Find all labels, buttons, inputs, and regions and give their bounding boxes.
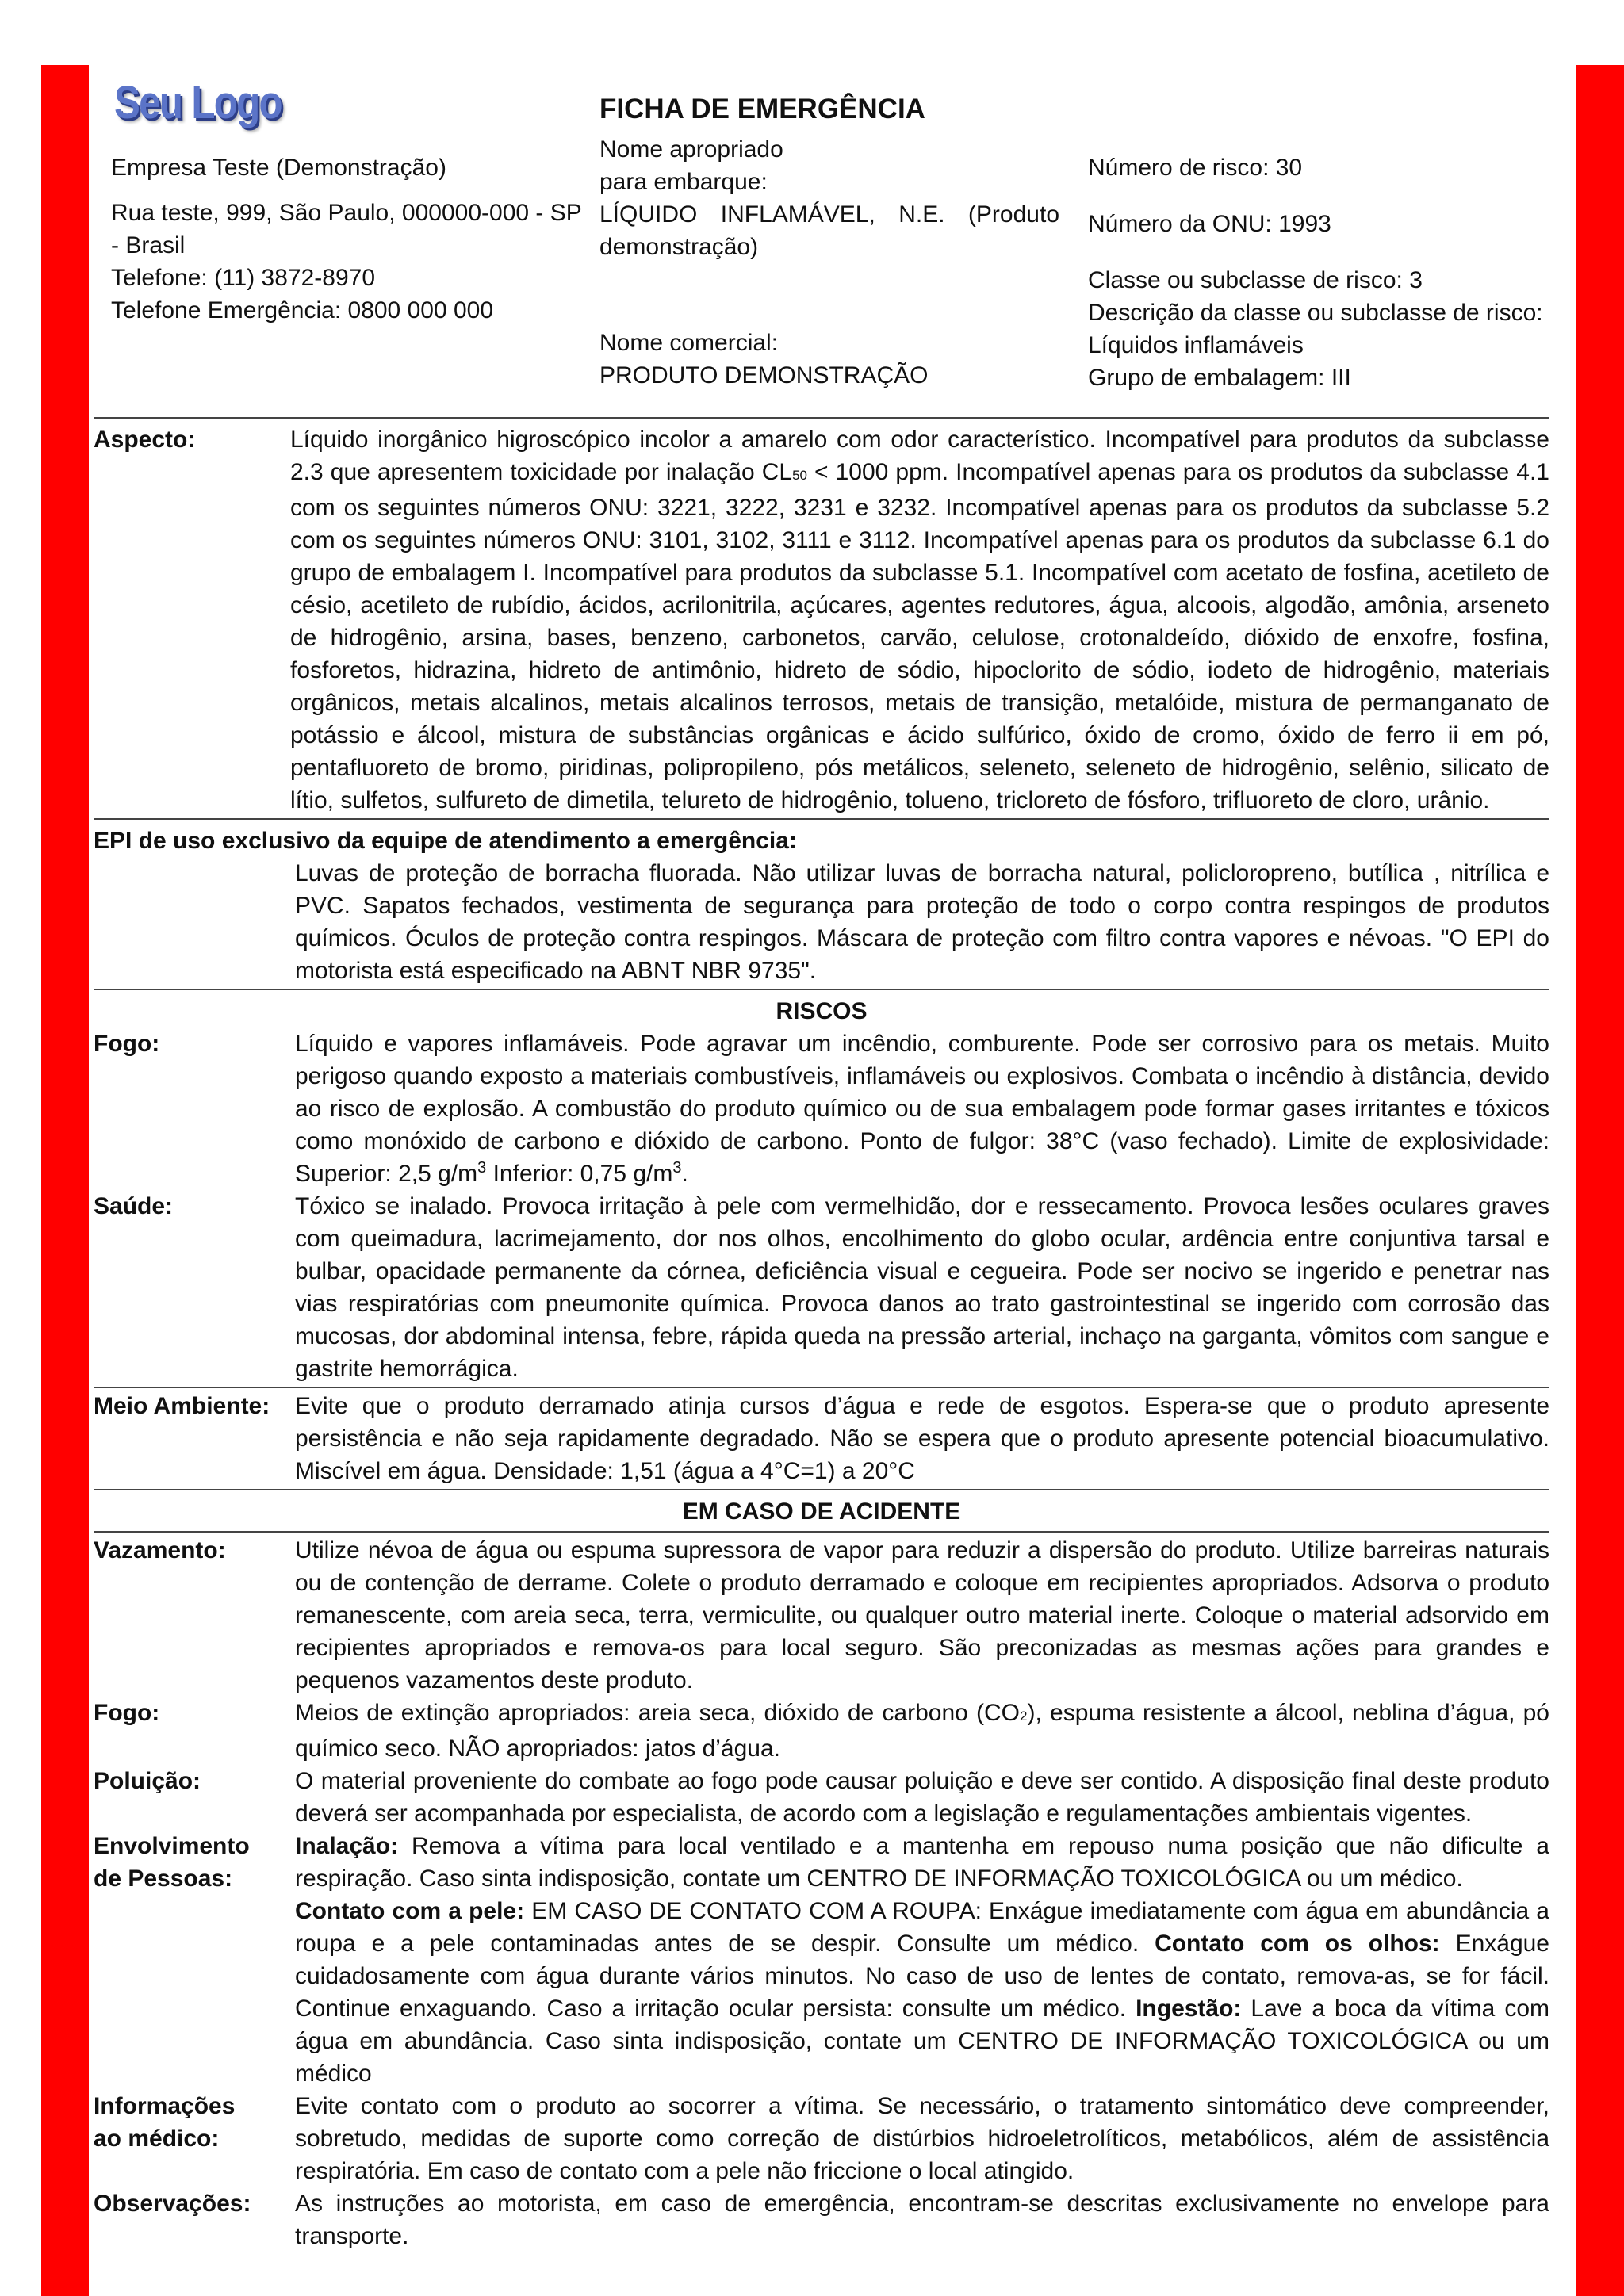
shipping-name-value: LÍQUIDO INFLAMÁVEL, N.E. (Produto demonstração) bbox=[599, 201, 1059, 260]
company-logo: Seu Logo bbox=[114, 77, 282, 128]
vazamento-text: Utilize névoa de água ou espuma supressora de vapor para reduzir a dispersão do produto. Utilize barreiras naturais ou de contenção de derrame. Colete o produto derramado e coloque em recipientes apropriados. Adsorva o produto remanescente, com areia seca, terra, vermiculite, ou qualquer outro material inerte. Coloque o material adsorvido em recipientes apropriados e remova-os para local seguro. São preconizadas as mesmas ações para grandes e pequenos vazamentos deste produto. bbox=[295, 1537, 1549, 1693]
epi-section bbox=[94, 820, 1549, 989]
company-address: Rua teste, 999, São Paulo, 000000-000 - SP - Brasil bbox=[111, 200, 582, 258]
left-red-border bbox=[41, 65, 89, 2296]
divider bbox=[94, 1531, 1549, 1533]
aspecto-text: Líquido inorgânico higroscópico incolor a amarelo com odor característico. Incompatível para produtos da subclasse 2.3 que apresentem toxicidade por inalação CL50 < 1000 ppm. Incompatível apenas para os produtos da subclasse 4.1 com os seguintes números ONU: 3221, 3222, 3231 e 3232. Incompatível apenas para os produtos da subclasse 5.2 com os seguintes números ONU: 3101, 3102, 3111 e 3112. Incompatível apenas para os produtos da subclasse 6.1 do grupo de embalagem I. Incompatível para produtos da subclasse 5.1. Incompatível com acetato de fosfina, acetileto de césio, acetileto de rubídio, ácidos, acrilonitrila, açúcares, agentes redutores, água, alcoois, algodão, amônia, arseneto de hidrogênio, arsina, bases, benzeno, carbonetos, carvão, celulose, crotonaldeído, dióxido de enxofre, fosfina, fosforetos, hidrazina, hidreto de antimônio, hidreto de sódio, hipoclorito de sódio, iodeto de hidrogênio, materiais orgânicos, metais alcalinos, metais alcalinos terrosos, metais de transição, metalóide, mistura de permanganato de potássio e álcool, mistura de substâncias orgânicas e ácido sulfúrico, óxido de cromo, óxido de ferro ii em pó, pentafluoreto de bromo, piridinas, polipropileno, pós metálicos, seleneto, seleneto de hidrogênio, selênio, silicato de lítio, sulfetos, sulfureto de dimetila, telureto de hidrogênio, tolueno, tricloreto de fósforo, trifluoreto de cloro, urânio. bbox=[290, 427, 1549, 813]
meio-ambiente-label: Meio Ambiente: bbox=[94, 1393, 270, 1419]
risk-class-description: Descrição da classe ou subclasse de risco: Líquidos inflamáveis bbox=[1088, 300, 1543, 358]
epi-text: Luvas de proteção de borracha fluorada. Não utilizar luvas de borracha natural, policloropreno, butílica , nitrílica e PVC. Sapatos fechados, vestimenta de segurança para proteção de todo o corpo contra respingos de produtos químicos. Óculos de proteção contra respingos. Máscara de proteção com filtro contra vapores e névoas. "O EPI do motorista está especificado na ABNT NBR 9735". bbox=[295, 860, 1549, 984]
poluicao-text: O material proveniente do combate ao fogo pode causar poluição e deve ser contido. A disposição final deste produto deverá ser acompanhada por especialista, de acordo com a legislação e regulamentações ambientais vigentes. bbox=[295, 1768, 1549, 1827]
poluicao-label: Poluição: bbox=[94, 1768, 201, 1794]
acidente-fogo-label: Fogo: bbox=[94, 1700, 160, 1726]
risk-class: Classe ou subclasse de risco: 3 bbox=[1088, 267, 1423, 293]
medico-label: Informações ao médico: bbox=[94, 2093, 236, 2152]
riscos-title: RISCOS bbox=[776, 998, 868, 1024]
medico-text: Evite contato com o produto ao socorrer a vítima. Se necessário, o tratamento sintomático deve compreender, sobretudo, medidas de suporte como correção de distúrbios hidroeletrolíticos, metabólicos, além de assistência respiratória. Em caso de contato com a pele não friccione o local atingido. bbox=[295, 2093, 1549, 2184]
riscos-fogo-label: Fogo: bbox=[94, 1031, 160, 1057]
risk-number: Número de risco: 30 bbox=[1088, 155, 1303, 181]
commercial-name-label: Nome comercial: bbox=[599, 330, 779, 356]
acidente-fogo-text: Meios de extinção apropriados: areia seca, dióxido de carbono (CO2), espuma resistente a álcool, neblina d’água, pó químico seco. NÃO apropriados: jatos d’água. bbox=[295, 1700, 1549, 1762]
riscos-fogo-text: Líquido e vapores inflamáveis. Pode agravar um incêndio, comburente. Pode ser corrosivo para os metais. Muito perigoso quando exposto a materiais combustíveis, inflamáveis ou explosivos. Combata o incêndio à distância, devido ao risco de explosão. A combustão do produto químico ou de sua embalagem pode formar gases irritantes e tóxicos como monóxido de carbono e dióxido de carbono. Ponto de fulgor: 38°C (vaso fechado). Limite de explosividade: Superior: 2,5 $g/m^3$ Inferior: 0,75 $g/m^3$. bbox=[295, 1031, 1549, 1187]
acidente-title: EM CASO DE ACIDENTE bbox=[682, 1498, 961, 1525]
envolvimento-label: Envolvimento de Pessoas: bbox=[94, 1833, 250, 1892]
meio-ambiente-text: Evite que o produto derramado atinja cursos d’água e rede de esgotos. Espera-se que o produto apresente persistência e não seja rapidamente degradado. Não se espera que o produto apresente potencial bioacumulativo. Miscível em água. Densidade: 1,51 (água a 4°C=1) a 20°C bbox=[295, 1393, 1549, 1484]
risk-info bbox=[1088, 151, 1564, 394]
riscos-saude-label: Saúde: bbox=[94, 1193, 174, 1219]
observacoes-text: As instruções ao motorista, em caso de emergência, encontram-se descritas exclusivamente no envelope para transporte. bbox=[295, 2191, 1549, 2249]
company-name: Empresa Teste (Demonstração) bbox=[111, 155, 446, 181]
meio-ambiente-section bbox=[94, 1388, 1549, 1489]
right-red-border bbox=[1576, 65, 1624, 2296]
onu-number: Número da ONU: 1993 bbox=[1088, 211, 1331, 237]
observacoes-label: Observações: bbox=[94, 2191, 251, 2217]
vazamento-label: Vazamento: bbox=[94, 1537, 226, 1563]
emergency-sheet bbox=[94, 68, 1549, 2254]
packing-group: Grupo de embalagem: III bbox=[1088, 365, 1351, 391]
aspecto-section bbox=[94, 419, 1549, 818]
company-phone: Telefone: (11) 3872-8970 bbox=[111, 265, 376, 291]
company-info bbox=[111, 151, 587, 327]
product-info bbox=[599, 92, 1059, 392]
envolvimento-text: Inalação: Remova a vítima para local ventilado e a mantenha em repouso numa posição que não dificulte a respiração. Caso sinta indisposição, contate um CENTRO DE INFORMAÇÃO TOXICOLÓGICA ou um médico. Contato com a pele: EM CASO DE CONTATO COM A ROUPA: Enxágue imediatamente com água em abundância a roupa e a pele contaminadas antes de se despir. Consulte um médico. Contato com os olhos: Enxágue cuidadosamente com água durante vários minutos. No caso de uso de lentes de contato, remova-as, se for fácil. Continue enxaguando. Caso a irritação ocular persista: consulte um médico. Ingestão: Lave a boca da vítima com água em abundância. Caso sinta indisposição, contate um CENTRO DE INFORMAÇÃO TOXICOLÓGICA ou um médico bbox=[295, 1833, 1549, 2087]
riscos-section bbox=[94, 990, 1549, 1387]
shipping-name-label: Nome apropriado para embarque: bbox=[599, 136, 783, 195]
header bbox=[94, 68, 1549, 417]
aspecto-label: Aspecto: bbox=[94, 427, 196, 453]
riscos-saude-text: Tóxico se inalado. Provoca irritação à pele com vermelhidão, dor e ressecamento. Provoca lesões oculares graves com queimadura, lacrimejamento, dor nos olhos, encolhimento do globo ocular, ardência entre conjuntiva tarsal e bulbar, opacidade permanente da córnea, deficiência visual e cegueira. Pode ser nocivo se ingerido e penetrar nas vias respiratórias com pneumonite química. Provoca danos ao trato gastrointestinal se ingerido com corrosão das mucosas, dor abdominal intensa, febre, rápida queda na pressão arterial, inchaço na garganta, vômitos com sangue e gastrite hemorrágica. bbox=[295, 1193, 1549, 1382]
commercial-name-value: PRODUTO DEMONSTRAÇÃO bbox=[599, 362, 929, 388]
acidente-section bbox=[94, 1490, 1549, 2254]
company-emergency-phone: Telefone Emergência: 0800 000 000 bbox=[111, 297, 494, 323]
page-title: FICHA DE EMERGÊNCIA bbox=[599, 94, 925, 124]
epi-label: EPI de uso exclusivo da equipe de atendimento a emergência: bbox=[94, 828, 797, 854]
